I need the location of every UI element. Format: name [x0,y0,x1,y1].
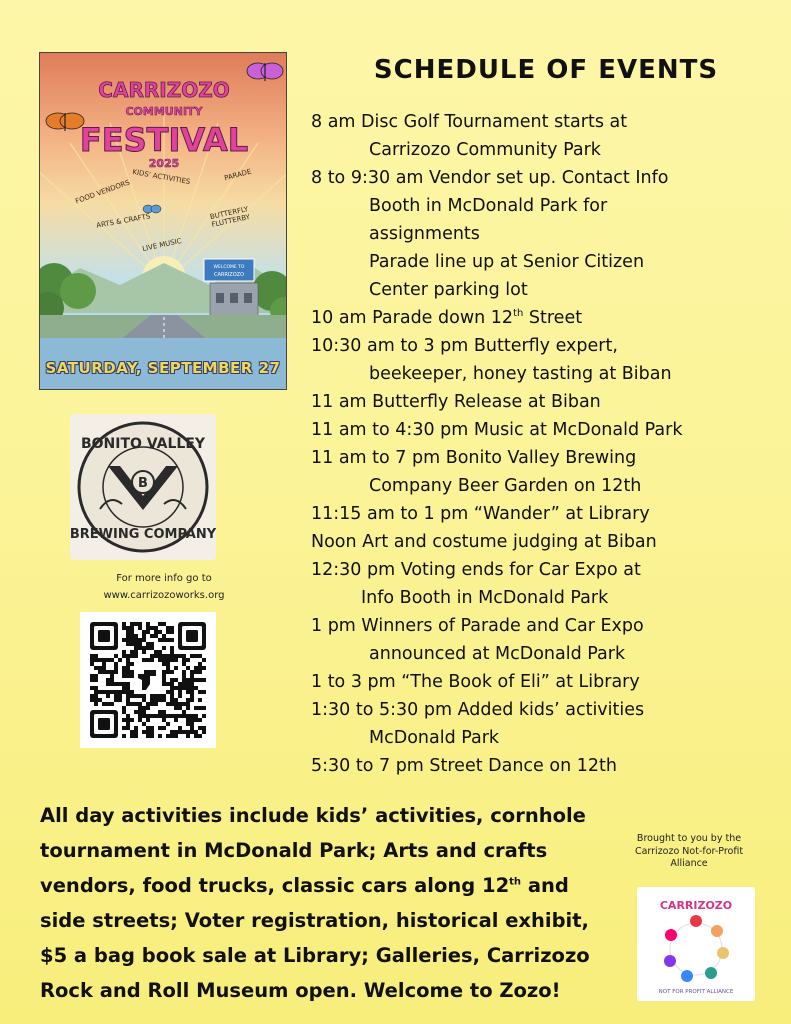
schedule-line [311,556,781,584]
superscript: th [509,876,522,888]
schedule-line [311,668,781,696]
schedule-line [311,108,781,136]
brewing-bottom-text: BREWING COMPANY [70,527,216,542]
schedule-line [311,472,781,500]
schedule-line [311,416,781,444]
schedule-line [311,360,781,388]
all-day-line-text: All day activities include kids’ activities, cornhole [40,804,586,827]
all-day-line [40,903,615,938]
schedule-line [311,528,781,556]
poster-title-2: COMMUNITY [125,105,203,118]
schedule-line [311,696,781,724]
schedule-line-text: Info Booth in McDonald Park [361,588,609,608]
poster-year: 2025 [148,157,180,170]
schedule-line-text: beekeeper, honey tasting at Biban [369,364,672,384]
schedule-line-text: 11 am Butterfly Release at Biban [311,392,601,412]
schedule-line-text: 10:30 am to 3 pm Butterfly expert, [311,336,618,356]
sign-line2: CARRIZOZO [213,272,245,278]
all-day-line-text: side streets; Voter registration, historical exhibit, [40,909,589,932]
brewing-top-text: BONITO VALLEY [80,436,206,452]
poster-date: SATURDAY, SEPTEMBER 27 [45,359,281,377]
all-day-line [40,868,615,903]
schedule-line-text: assignments [369,224,480,244]
schedule-line [311,220,781,248]
schedule-line [311,248,781,276]
poster-label-parade: PARADE [223,167,253,183]
schedule-line-text: 5:30 to 7 pm Street Dance on 12th [311,756,617,776]
poster-illustration [40,53,287,390]
schedule-line-text: 1 to 3 pm “The Book of Eli” at Library [311,672,640,692]
alliance-logo-top: CARRIZOZO [659,899,733,912]
schedule-line [311,612,781,640]
schedule-line [311,640,781,668]
qr-code[interactable] [80,612,216,748]
poster-label-food: FOOD VENDORS [74,178,131,206]
schedule-line [311,192,781,220]
all-day-line-text: $5 a bag book sale at Library; Galleries, Carrizozo [40,944,590,967]
butterfly-small-icon [143,205,161,213]
poster-label-butterfly: BUTTERFLY FLUTTERBY [209,205,251,229]
poster-label-arts: ARTS & CRAFTS [95,212,151,230]
schedule-line [311,752,781,780]
schedule-line [311,276,781,304]
schedule-line-text: 1 pm Winners of Parade and Car Expo [311,616,644,636]
poster-label-music: LIVE MUSIC [141,236,183,254]
butterfly-left-icon [46,113,84,131]
schedule-line [311,304,781,332]
schedule-line-tail: Street [523,308,583,328]
website-link[interactable]: www.carrizozoworks.org [103,590,225,601]
schedule-line-text: 8 am Disc Golf Tournament starts at [311,112,628,132]
schedule-line-text: announced at McDonald Park [369,644,626,664]
schedule-line-text: Noon Art and costume judging at Biban [311,532,657,552]
all-day-line [40,973,615,1008]
schedule-line [311,584,781,612]
butterfly-right-icon [247,63,283,81]
sign-line1: WELCOME TO [213,265,245,270]
all-day-line-tail: and [521,874,569,897]
superscript: th [513,308,524,320]
schedule-line-text: McDonald Park [369,728,500,748]
sponsor-credit [625,833,753,871]
all-day-line [40,833,615,868]
schedule-line-text: 11:15 am to 1 pm “Wander” at Library [311,504,650,524]
schedule-line-text: Parade line up at Senior Citizen [369,252,645,272]
more-info [40,570,288,604]
schedule-line [311,164,781,192]
all-day-line-text: vendors, food trucks, classic cars along 12 [40,874,510,897]
festival-poster [39,52,287,390]
sponsor-line1: Brought to you by the [636,833,742,844]
alliance-logo-bottom: NOT FOR PROFIT ALLIANCE [658,989,734,995]
schedule-line-text: Center parking lot [369,280,528,300]
sponsor-line2: Carrizozo Not-for-Profit [634,845,744,857]
more-info-line1: For more info go to [116,573,212,584]
poster-label-kids: KIDS' ACTIVITIES [131,167,191,187]
people-circle-icon [664,915,729,982]
schedule-line-text: 12:30 pm Voting ends for Car Expo at [311,560,641,580]
all-day-activities [40,798,615,1008]
all-day-line-text: tournament in McDonald Park; Arts and crafts [40,839,548,862]
schedule-line [311,388,781,416]
brewing-letter: B [138,476,148,491]
poster-title-3: FESTIVAL [79,121,249,159]
schedule-line [311,724,781,752]
sponsor-line3: Alliance [670,858,708,869]
schedule-line-text: Company Beer Garden on 12th [369,476,642,496]
brewing-logo [70,414,216,560]
schedule-line-text: 11 am to 7 pm Bonito Valley Brewing [311,448,637,468]
schedule-line-text: 1:30 to 5:30 pm Added kids’ activities [311,700,645,720]
schedule-line-text: 10 am Parade down 12 [311,308,514,328]
all-day-line [40,798,615,833]
qr-code-graphic [80,612,216,748]
schedule-line [311,332,781,360]
schedule-line-text: 11 am to 4:30 pm Music at McDonald Park [311,420,683,440]
schedule-line-text: 8 to 9:30 am Vendor set up. Contact Info [311,168,669,188]
schedule-line [311,136,781,164]
alliance-logo [637,887,755,1001]
schedule-title: SCHEDULE OF EVENTS [373,55,719,85]
schedule-line [311,444,781,472]
all-day-line-text: Rock and Roll Museum open. Welcome to Zozo! [40,979,561,1002]
schedule-line-text: Carrizozo Community Park [369,140,601,160]
schedule-line [311,500,781,528]
poster-title-1: CARRIZOZO [98,78,230,102]
schedule-list [311,108,781,780]
all-day-line [40,938,615,973]
schedule-line-text: Booth in McDonald Park for [369,196,608,216]
